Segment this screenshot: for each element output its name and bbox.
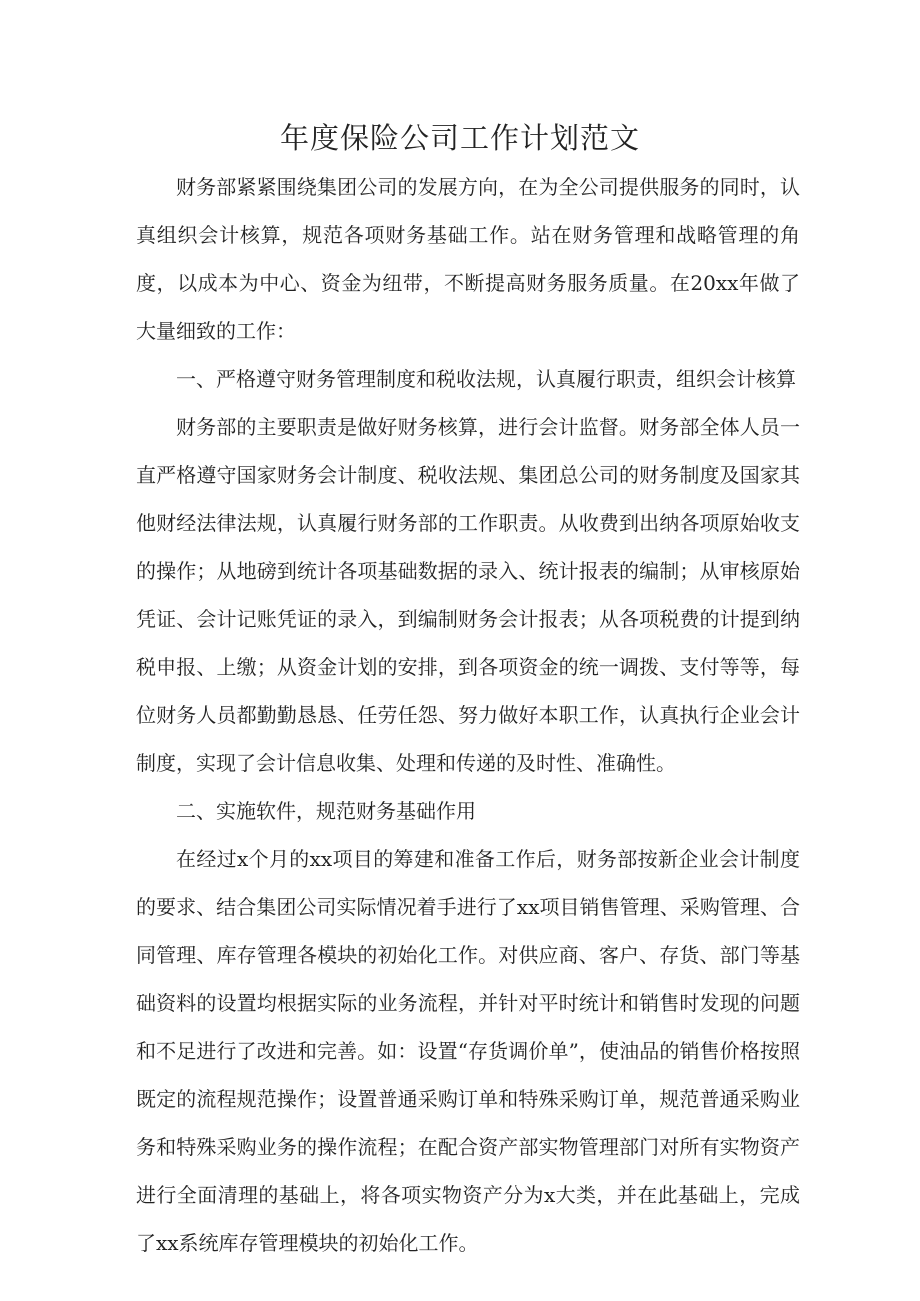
paragraph-intro: 财务部紧紧围绕集团公司的发展方向，在为全公司提供服务的同时，认真组织会计核算，规范各项财务基础工作。站在财务管理和战略管理的角度，以成本为中心、资金为纽带，不断提高财务服务质量。在20xx年做了大量细致的工作： <box>136 175 800 343</box>
paragraph-section-1: 财务部的主要职责是做好财务核算，进行会计监督。财务部全体人员一直严格遵守国家财务会计制度、税收法规、集团总公司的财务制度及国家其他财经法律法规，认真履行财务部的工作职责。从收费到出纳各项原始收支的操作；从地磅到统计各项基础数据的录入、统计报表的编制；从审核原始凭证、会计记账凭证的录入，到编制财务会计报表；从各项税费的计提到纳税申报、上缴；从资金计划的安排，到各项资金的统一调拨、支付等等，每位财务人员都勤勤恳恳、任劳任怨、努力做好本职工作，认真执行企业会计制度，实现了会计信息收集、处理和传递的及时性、准确性。 <box>136 415 800 775</box>
section-heading-1: 一、严格遵守财务管理制度和税收法规，认真履行职责，组织会计核算 <box>176 367 796 391</box>
document-title: 年度保险公司工作计划范文 <box>279 121 640 155</box>
paragraph-section-2: 在经过x个月的xx项目的筹建和准备工作后，财务部按新企业会计制度的要求、结合集团公司实际情况着手进行了xx项目销售管理、采购管理、合同管理、库存管理各模块的初始化工作。对供应商、客户、存货、部门等基础资料的设置均根据实际的业务流程，并针对平时统计和销售时发现的问题和不足进行了改进和完善。如：设置“存货调价单”，使油品的销售价格按照既定的流程规范操作；设置普通采购订单和特殊采购订单，规范普通采购业务和特殊采购业务的操作流程；在配合资产部实物管理部门对所有实物资产进行全面清理的基础上，将各项实物资产分为x大类，并在此基础上，完成了xx系统库存管理模块的初始化工作。 <box>136 847 800 1255</box>
document-body <box>136 163 800 1267</box>
section-heading-2: 二、实施软件，规范财务基础作用 <box>176 799 476 823</box>
